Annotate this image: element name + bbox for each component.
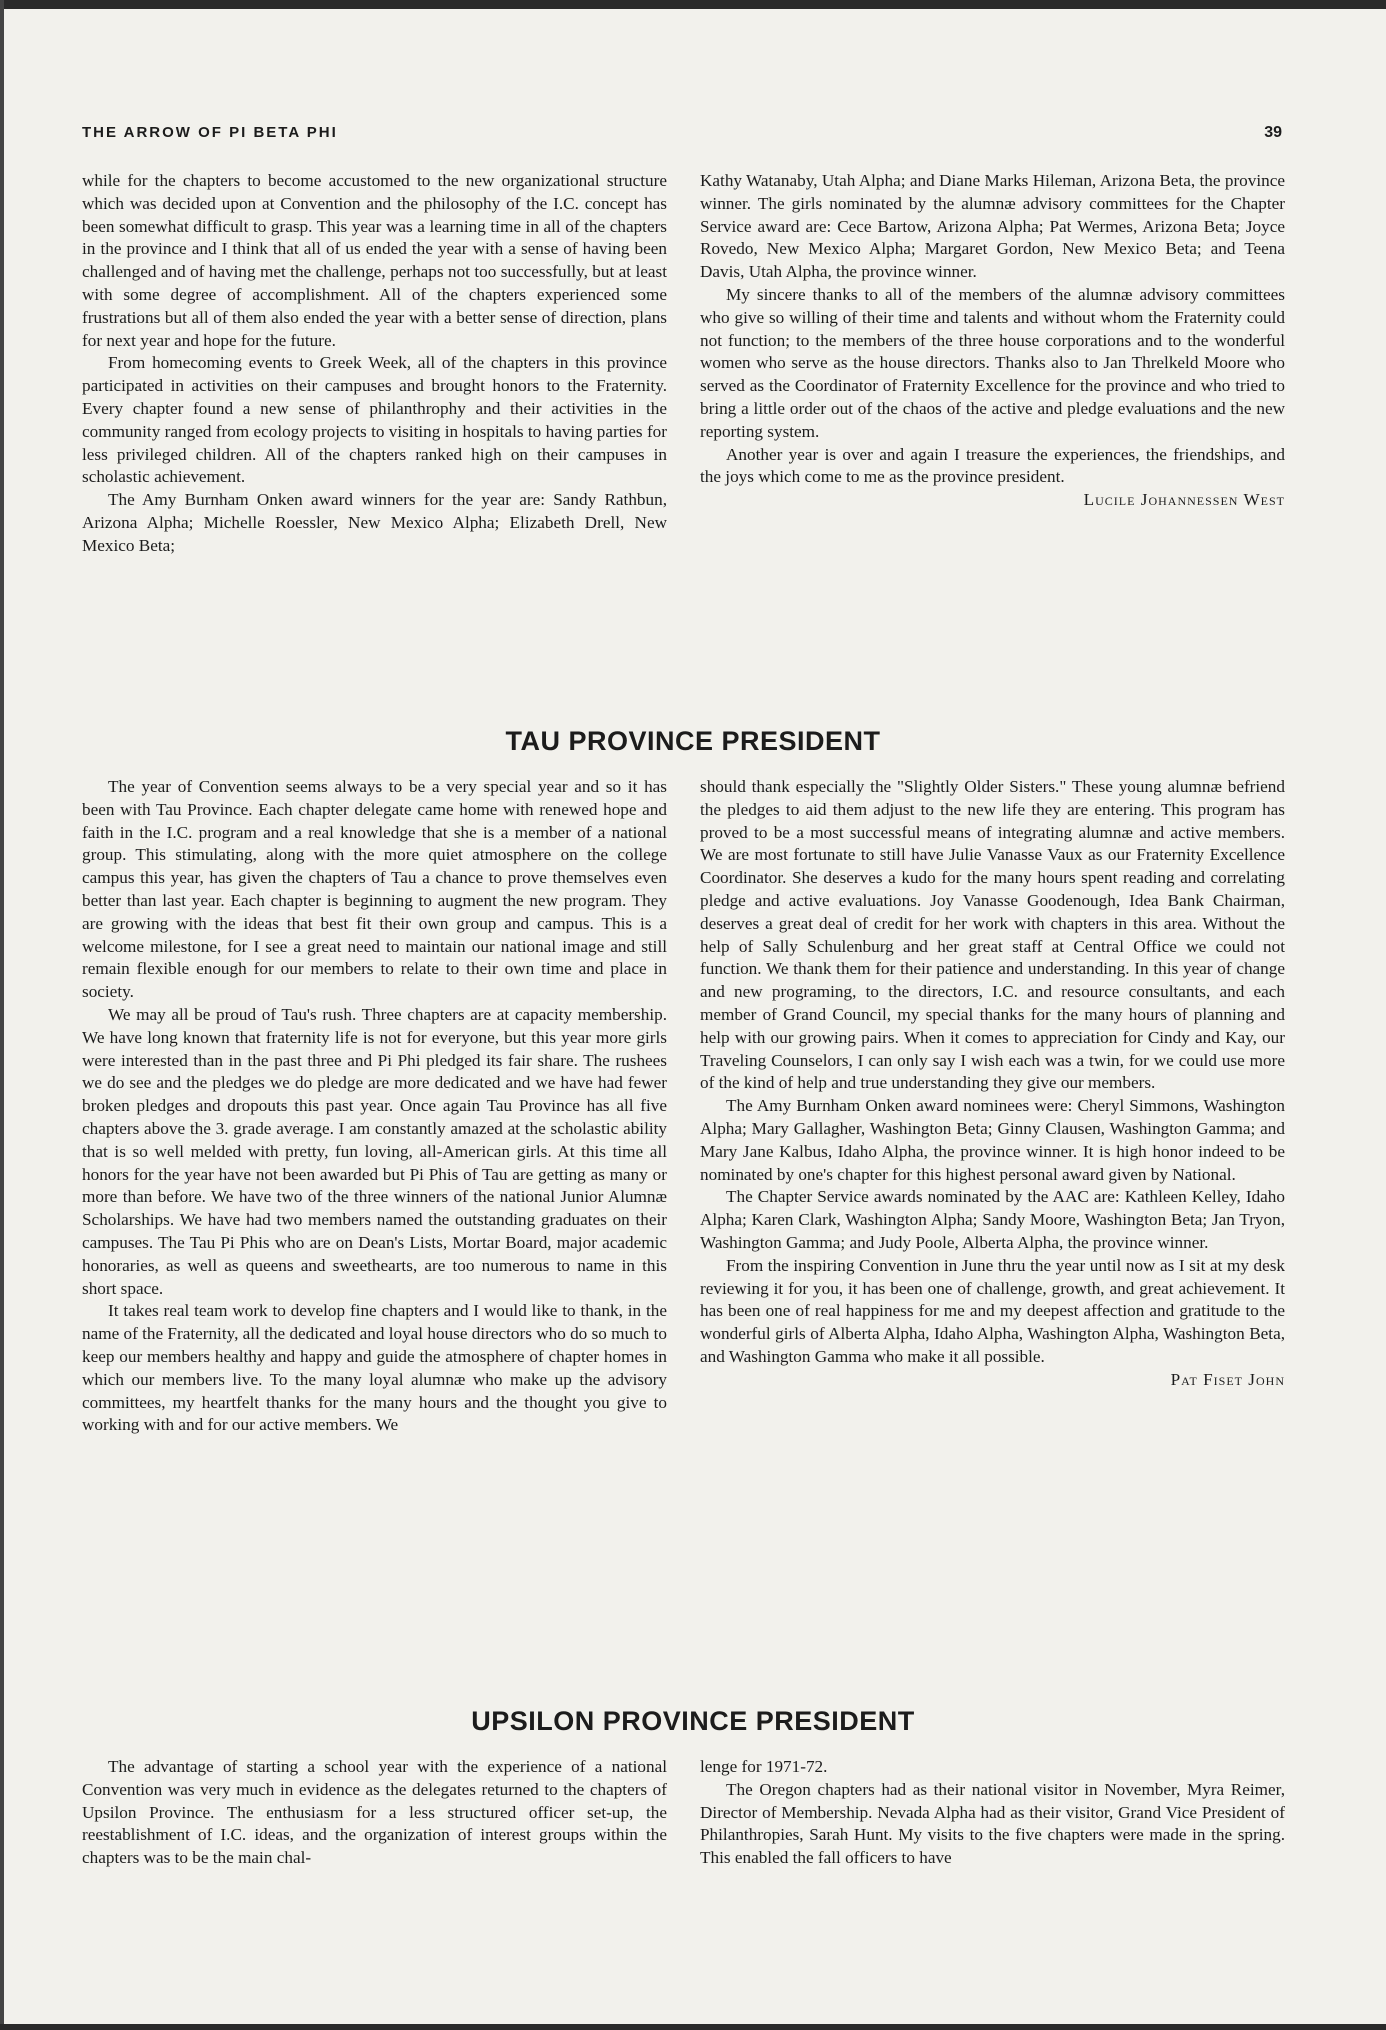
scan-border-bottom xyxy=(0,2024,1386,2030)
section2-left-column xyxy=(82,776,667,1437)
paragraph: The Amy Burnham Onken award nominees were: Cheryl Simmons, Washington Alpha; Mary Gallagher, Washington Beta; Ginny Clausen, Washington Gamma; and Mary Jane Kalbus, Idaho Alpha, the province winner. It is high honor indeed to be nominated by one's chapter for this highest personal award given by National. xyxy=(700,1096,1285,1184)
section-heading-tau: TAU PROVINCE PRESIDENT xyxy=(505,726,881,756)
paragraph: From the inspiring Convention in June thru the year until now as I sit at my desk reviewing it for you, it has been one of challenge, growth, and great achievement. It has been one of real happiness for me and my deepest affection and gratitude to the wonderful girls of Alberta Alpha, Idaho Alpha, Washington Alpha, Washington Beta, and Washington Gamma who make it all possible. xyxy=(700,1255,1285,1366)
running-header xyxy=(82,124,1282,148)
paragraph: My sincere thanks to all of the members of the alumnæ advisory committees who give so willing of their time and talents and without whom the Fraternity could not function; to the members of the three house corporations and to the wonderful women who serve as the house directors. Thanks also to Jan Threlkeld Moore who served as the Coordinator of Fraternity Excellence for the province and who tried to bring a little order out of the chaos of the active and pledge evaluations and the new reporting system. xyxy=(700,284,1285,441)
paragraph: should thank especially the "Slightly Older Sisters." These young alumnæ befriend the pledges to aid them adjust to the new life they are entering. This program has proved to be a most successful means of integrating alumnæ and active members. We are most fortunate to still have Julie Vanasse Vaux as our Fraternity Excellence Coordinator. She deserves a kudo for the many hours spent reading and correlating pledge and active evaluations. Joy Vanasse Goodenough, Idea Bank Chairman, deserves a great deal of credit for her work with chapters in this area. Without the help of Sally Schulenburg and her great staff at Central Office we could not function. We thank them for their patience and understanding. In this year of change and new programing, to the directors, I.C. and resource consultants, and each member of Grand Council, my special thanks for the many hours of planning and help with our growing pairs. When it comes to appreciation for Cindy and Kay, our Traveling Counselors, I can only say I wish each was a twin, for we could use more of the kind of help and true understanding they give our members. xyxy=(700,777,1285,1093)
scan-border-top xyxy=(0,0,1386,9)
paragraph: The advantage of starting a school year with the experience of a national Convention was very much in evidence as the delegates returned to the chapters of Upsilon Province. The enthusiasm for a less structured officer set-up, the reestablishment of I.C. ideas, and the organization of interest groups within the chapters was to be the main chal- xyxy=(82,1757,667,1868)
paragraph: It takes real team work to develop fine chapters and I would like to thank, in the name of the Fraternity, all the dedicated and loyal house directors who do so much to keep our members healthy and happy and guide the atmosphere of chapter homes in which our members live. To the many loyal alumnæ who make up the advisory committees, my heartfelt thanks for the many hours and the thought you give to working with and for our active members. We xyxy=(82,1301,668,1435)
signature: Pat Fiset John xyxy=(1170,1369,1285,1389)
page-number: 39 xyxy=(1264,124,1282,141)
running-title: THE ARROW OF PI BETA PHI xyxy=(82,124,338,141)
section3-left-column xyxy=(82,1756,667,1870)
section-heading-upsilon: UPSILON PROVINCE PRESIDENT xyxy=(471,1706,915,1736)
section1-left-column xyxy=(82,170,667,558)
paragraph: Kathy Watanaby, Utah Alpha; and Diane Marks Hileman, Arizona Beta, the province winner. The girls nominated by the alumnæ advisory committees for the Chapter Service award are: Cece Bartow, Arizona Alpha; Pat Wermes, Arizona Beta; Joyce Rovedo, New Mexico Alpha; Margaret Gordon, New Mexico Beta; and Teena Davis, Utah Alpha, the province winner. xyxy=(700,171,1285,282)
paragraph: The Oregon chapters had as their national visitor in November, Myra Reimer, Director of Membership. Nevada Alpha had as their visitor, Grand Vice President of Philanthropies, Sarah Hunt. My visits to the five chapters were made in the spring. This enabled the fall officers to have xyxy=(700,1779,1285,1868)
paragraph: lenge for 1971-72. xyxy=(700,1757,828,1776)
section1-right-column xyxy=(700,170,1285,512)
signature: Lucile Johannessen West xyxy=(1083,490,1285,510)
paragraph: while for the chapters to become accustomed to the new organizational structure which was decided upon at Convention and the philosophy of the I.C. concept has been somewhat difficult to grasp. This year was a learning time in all of the chapters in the province and I think that all of us ended the year with a sense of having been challenged and of having met the challenge, perhaps not too successfully, but at least with some degree of accomplishment. All of the chapters experienced some frustrations but all of them also ended the year with a better sense of direction, plans for next year and hope for the future. xyxy=(82,171,667,350)
paragraph: The year of Convention seems always to be a very special year and so it has been with Tau Province. Each chapter delegate came home with renewed hope and faith in the I.C. program and a real knowledge that she is a member of a national group. This stimulating, along with the more quiet atmosphere on the college campus this year, has given the chapters of Tau a chance to prove themselves even better than last year. Each chapter is beginning to augment the new program. They are growing with the ideas that best fit their own group and campus. This is a welcome milestone, for I see a great need to maintain our national image and still remain flexible enough for our members to relate to their own time and place in society. xyxy=(82,777,667,1002)
section3-right-column xyxy=(700,1756,1285,1870)
section2-right-column xyxy=(700,776,1285,1392)
paragraph: We may all be proud of Tau's rush. Three chapters are at capacity membership. We have long known that fraternity life is not for everyone, but this year more girls were interested than in the past three and Pi Phi pledged its fair share. The rushees we do see and the pledges we do pledge are more dedicated and we have had fewer broken pledges and dropouts this past year. Once again Tau Province has all five chapters above the 3. grade average. I am constantly amazed at the scholastic ability that is so well melded with pretty, fun loving, all-American girls. At this time all honors for the year have not been awarded but Pi Phis of Tau are getting as many or more than before. We have two of the three winners of the national Junior Alumnæ Scholarships. We have had two members named the outstanding graduates on their campuses. The Tau Pi Phis who are on Dean's Lists, Mortar Board, major academic honoraries, as well as queens and sweethearts, are too numerous to name in this short space. xyxy=(82,1004,667,1298)
paragraph: From homecoming events to Greek Week, all of the chapters in this province participated in activities on their campuses and brought honors to the Fraternity. Every chapter found a new sense of philanthrophy and their activities in the community ranged from ecology projects to visiting in hospitals to having parties for less privileged children. All of the chapters ranked high on their campuses in scholastic achievement. xyxy=(82,353,667,487)
paragraph: Another year is over and again I treasure the experiences, the friendships, and the joys which come to me as the province president. xyxy=(700,444,1285,487)
paragraph: The Amy Burnham Onken award winners for the year are: Sandy Rathbun, Arizona Alpha; Michelle Roessler, New Mexico Alpha; Elizabeth Drell, New Mexico Beta; xyxy=(82,490,667,555)
paragraph: The Chapter Service awards nominated by the AAC are: Kathleen Kelley, Idaho Alpha; Karen Clark, Washington Alpha; Sandy Moore, Washington Beta; Jan Tryon, Washington Gamma; and Judy Poole, Alberta Alpha, the province winner. xyxy=(700,1187,1285,1252)
